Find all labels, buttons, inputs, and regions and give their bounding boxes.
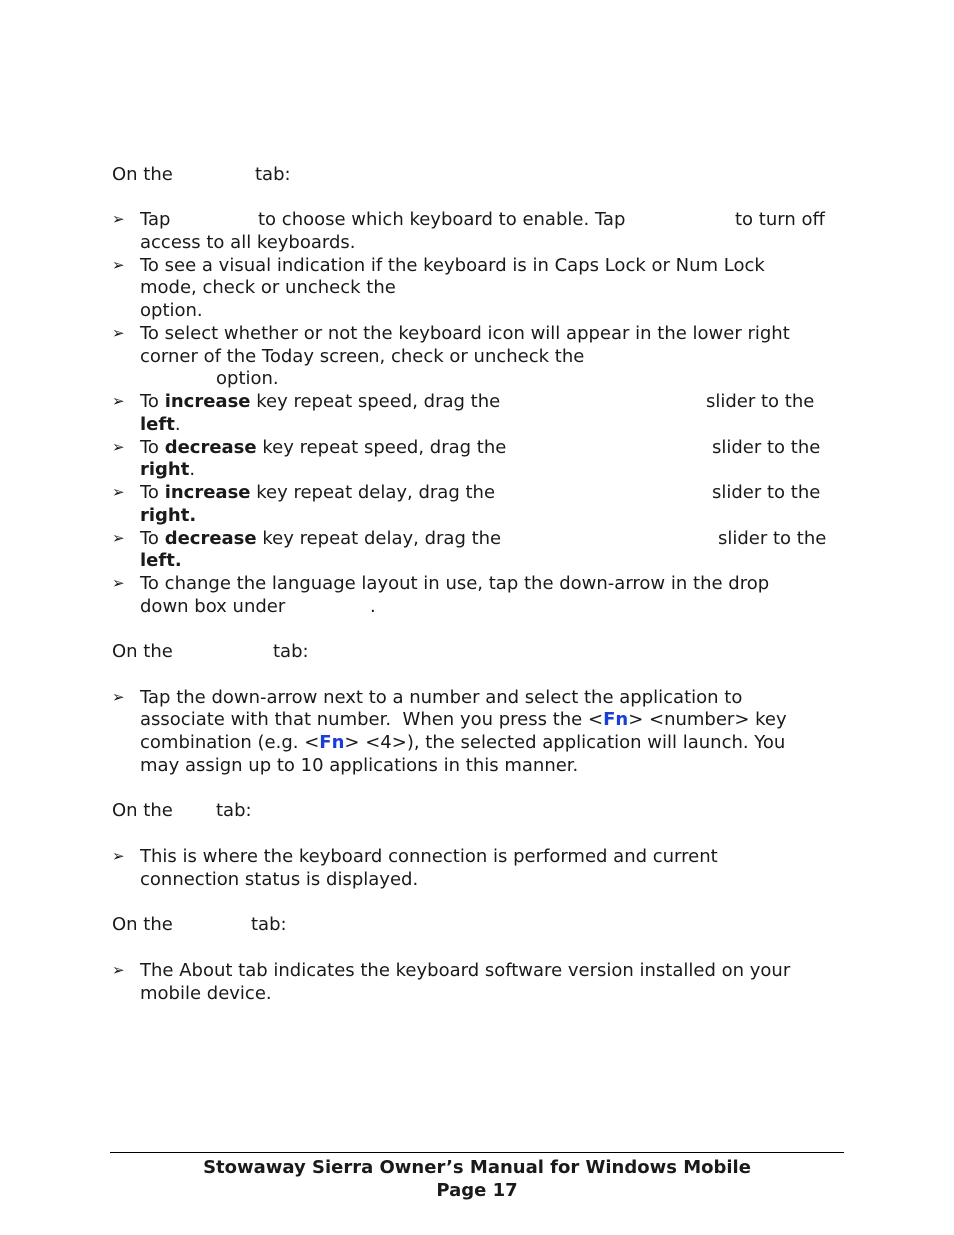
body-text: . [370, 596, 376, 617]
body-text: This is where the keyboard connection is performed and current [140, 846, 718, 867]
bullet-arrow-icon: ➢ [112, 256, 125, 274]
bullet-arrow-icon: ➢ [112, 324, 125, 342]
body-text: left. [140, 550, 182, 571]
section-intro-text: tab: [255, 164, 291, 185]
body-text: The About tab indicates the keyboard software version installed on your [140, 960, 791, 981]
section-intro-text: tab: [251, 914, 287, 935]
body-text: Tap [140, 209, 171, 230]
footer-title: Stowaway Sierra Owner’s Manual for Windows Mobile [203, 1157, 751, 1178]
bullet-arrow-icon: ➢ [112, 847, 125, 865]
body-text: Tap the down-arrow next to a number and select the application to [140, 687, 743, 708]
bullet-arrow-icon: ➢ [112, 392, 125, 410]
body-text: corner of the Today screen, check or uncheck the [140, 346, 585, 367]
body-text: To select whether or not the keyboard icon will appear in the lower right [140, 323, 790, 344]
page-number: Page 17 [436, 1180, 518, 1201]
body-text: down box under [140, 596, 286, 617]
body-text: To see a visual indication if the keyboard is in Caps Lock or Num Lock [140, 255, 765, 276]
section-intro-text: tab: [273, 641, 309, 662]
body-text: To decrease key repeat speed, drag the [140, 437, 507, 458]
section-intro-text: On the [112, 800, 173, 821]
section-intro-text: On the [112, 164, 173, 185]
fn-key-label: Fn [603, 709, 629, 730]
body-text: To increase key repeat delay, drag the [140, 482, 496, 503]
body-text: left. [140, 414, 181, 435]
body-text: slider to the [706, 391, 815, 412]
body-text: slider to the [712, 437, 821, 458]
bullet-arrow-icon: ➢ [112, 688, 125, 706]
body-text: access to all keyboards. [140, 232, 356, 253]
body-text: to turn off [735, 209, 825, 230]
body-text: associate with that number. When you press the <Fn> <number> key [140, 709, 787, 730]
section-intro-text: On the [112, 914, 173, 935]
section-intro-text: tab: [216, 800, 252, 821]
bullet-arrow-icon: ➢ [112, 961, 125, 979]
bullet-arrow-icon: ➢ [112, 574, 125, 592]
body-text: option. [216, 368, 279, 389]
body-text: slider to the [712, 482, 821, 503]
bullet-arrow-icon: ➢ [112, 210, 125, 228]
body-text: To change the language layout in use, tap the down-arrow in the drop [140, 573, 770, 594]
body-text: right. [140, 505, 197, 526]
body-text: connection status is displayed. [140, 869, 419, 890]
fn-key-label: Fn [319, 732, 345, 753]
body-text: mobile device. [140, 983, 272, 1004]
bullet-arrow-icon: ➢ [112, 438, 125, 456]
body-text: right. [140, 459, 196, 480]
body-text: to choose which keyboard to enable. Tap [258, 209, 626, 230]
body-text: combination (e.g. <Fn> <4>), the selected application will launch. You [140, 732, 786, 753]
body-text: To increase key repeat speed, drag the [140, 391, 501, 412]
body-text: mode, check or uncheck the [140, 277, 396, 298]
body-text: option. [140, 300, 203, 321]
body-text: slider to the [718, 528, 827, 549]
footer-divider [110, 1152, 844, 1153]
body-text: may assign up to 10 applications in this manner. [140, 755, 579, 776]
section-intro-text: On the [112, 641, 173, 662]
body-text: To decrease key repeat delay, drag the [140, 528, 502, 549]
bullet-arrow-icon: ➢ [112, 529, 125, 547]
bullet-arrow-icon: ➢ [112, 483, 125, 501]
